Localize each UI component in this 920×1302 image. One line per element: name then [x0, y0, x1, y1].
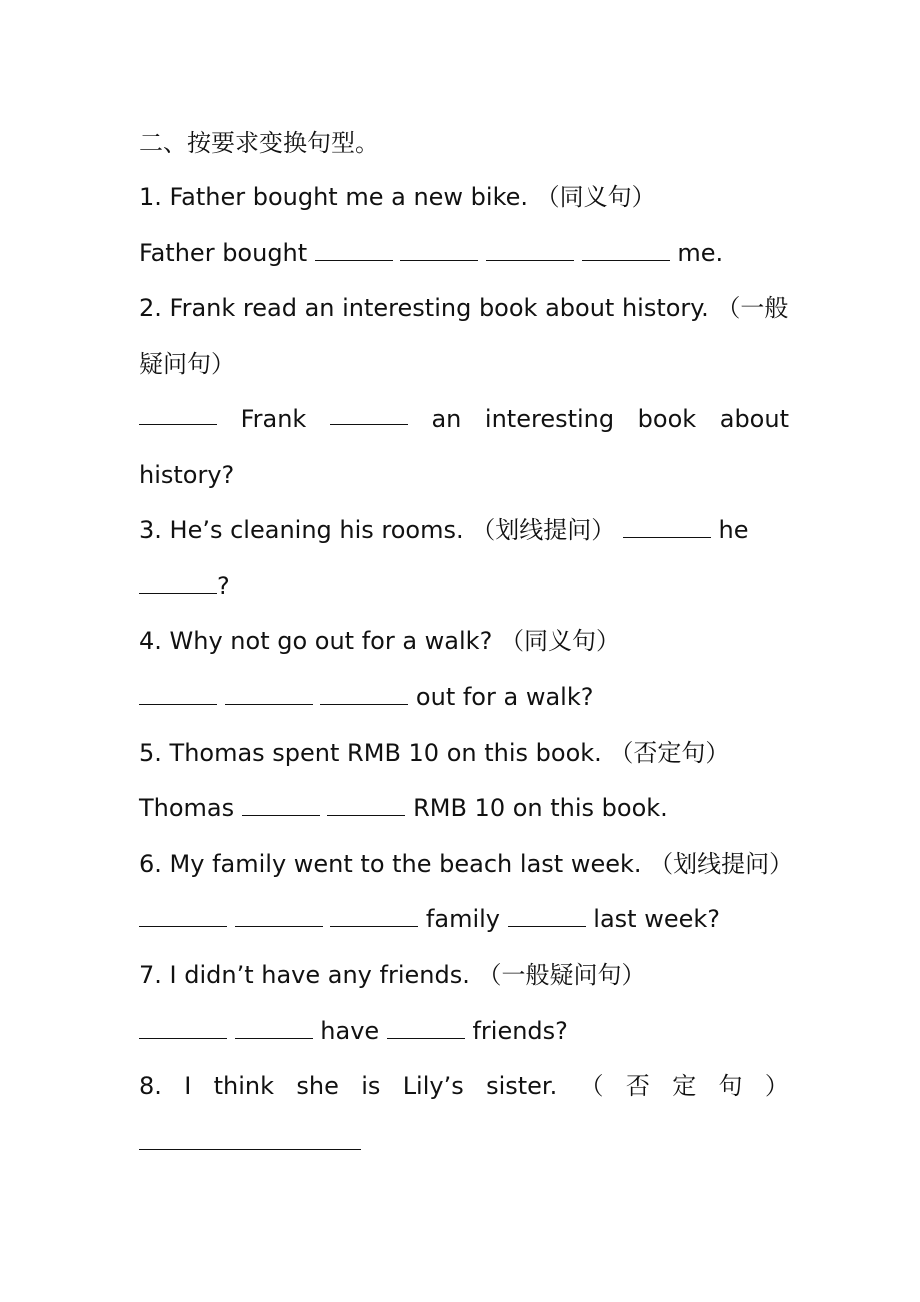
word: is: [361, 1072, 381, 1100]
answer-1-prefix: Father bought: [139, 239, 308, 267]
blank[interactable]: [486, 238, 574, 261]
answer-line-6: [139, 902, 789, 936]
answer-line-8: [139, 1125, 789, 1159]
blank[interactable]: [139, 402, 217, 425]
question-3: [139, 513, 789, 547]
question-3-text: 3. He’s cleaning his rooms. （划线提问）: [139, 516, 616, 544]
blank[interactable]: [242, 793, 320, 816]
word: Lily’s: [402, 1072, 464, 1100]
question-4: 4. Why not go out for a walk? （同义句）: [139, 627, 620, 655]
answer-5-prefix: Thomas: [139, 794, 235, 822]
blank[interactable]: [139, 571, 217, 594]
question-8: [139, 1069, 789, 1103]
blank[interactable]: [225, 682, 313, 705]
blank[interactable]: [139, 1016, 227, 1039]
word: Frank: [240, 405, 307, 433]
answer-6-suffix: last week?: [593, 905, 720, 933]
answer-line-7: [139, 1014, 789, 1048]
answer-7-suffix: friends?: [472, 1017, 568, 1045]
question-1: 1. Father bought me a new bike. （同义句）: [139, 183, 656, 211]
answer-line-2: [139, 402, 789, 436]
word: 定: [672, 1072, 697, 1100]
section-heading: 二、按要求变换句型。: [139, 129, 379, 157]
word: （: [579, 1072, 604, 1100]
word: 否: [625, 1072, 650, 1100]
question-6: 6. My family went to the beach last week. （划线提问）: [139, 850, 794, 878]
word: she: [296, 1072, 339, 1100]
blank[interactable]: [315, 238, 393, 261]
blank[interactable]: [623, 515, 711, 538]
word: sister.: [486, 1072, 558, 1100]
word: book: [637, 405, 697, 433]
answer-1-suffix: me.: [677, 239, 724, 267]
blank[interactable]: [139, 904, 227, 927]
blank[interactable]: [400, 238, 478, 261]
word: I: [184, 1072, 192, 1100]
word: about: [719, 405, 789, 433]
blank[interactable]: [235, 1016, 313, 1039]
blank[interactable]: [582, 238, 670, 261]
word: 句: [718, 1072, 743, 1100]
blank[interactable]: [139, 682, 217, 705]
word: have: [320, 1017, 380, 1045]
word: family: [425, 905, 500, 933]
blank[interactable]: [327, 793, 405, 816]
word: an: [431, 405, 462, 433]
word: 8.: [139, 1072, 162, 1100]
word: he: [718, 516, 749, 544]
answer-line-5: [139, 791, 789, 825]
blank[interactable]: [320, 682, 408, 705]
answer-4-suffix: out for a walk?: [415, 683, 594, 711]
blank[interactable]: [387, 1016, 465, 1039]
question-7: 7. I didn’t have any friends. （一般疑问句）: [139, 961, 646, 989]
question-5: 5. Thomas spent RMB 10 on this book. （否定句）: [139, 739, 730, 767]
blank[interactable]: [330, 402, 408, 425]
answer-line-2-continued: history?: [139, 461, 235, 489]
question-2-continued: 疑问句）: [139, 350, 235, 378]
word: ）: [764, 1072, 789, 1100]
answer-line-3: [139, 569, 789, 603]
answer-5-suffix: RMB 10 on this book.: [413, 794, 668, 822]
blank[interactable]: [508, 904, 586, 927]
question-mark: ?: [217, 572, 230, 600]
answer-line-1: [139, 236, 789, 270]
question-2: 2. Frank read an interesting book about history. （一般: [139, 294, 789, 322]
word: interesting: [484, 405, 615, 433]
answer-line-4: [139, 680, 789, 714]
blank[interactable]: [330, 904, 418, 927]
blank[interactable]: [235, 904, 323, 927]
blank[interactable]: [139, 1127, 361, 1150]
word: think: [213, 1072, 275, 1100]
